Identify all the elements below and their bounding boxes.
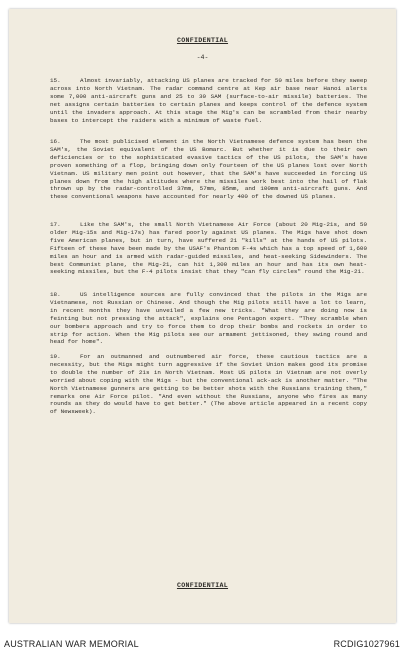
archive-footer-bar [0, 636, 406, 654]
paragraph-number: 19. [50, 353, 61, 360]
paragraph-17 [50, 221, 367, 276]
classification-header: CONFIDENTIAL [176, 37, 229, 44]
paragraph-text: Almost invariably, attacking US planes are tracked for 50 miles before they sweep across into North Vietnam. The radar command centre at Kep air base near Hanoi alerts some 7,000 anti-aircraft guns and 25 to 30 SAM (surface-to-air missile) batteries. The net assigns certain batteries to certain planes and keeps control of the defence system until the invaders approach. At this stage the Mig's can be scrambled from their nearby bases to intercept the raiders with a minimum of waste fuel. [50, 77, 367, 124]
paragraph-15 [50, 77, 367, 124]
paragraph-18 [50, 291, 367, 346]
paragraph-number: 16. [50, 138, 61, 145]
paragraph-number: 15. [50, 77, 61, 84]
archive-name: AUSTRALIAN WAR MEMORIAL [4, 639, 139, 649]
record-id: RCDIG1027961 [333, 639, 400, 649]
document-page [9, 9, 396, 623]
paragraph-text: US intelligence sources are fully convinced that the pilots in the Migs are Vietnamese, not Russian or Chinese. And though the Mig pilots still have a lot to learn, in recent months they have unveiled a few new tricks. "What they are doing now is feinting but not pressing the attack", explains one Pentagon expert. "They scramble when our bombers approach and try to force them to drop their bombs and rockets in order to strip for action. When the Mig pilots see our armament jettisoned, they swing round and head for home". [50, 291, 367, 346]
page-number: -4- [196, 54, 209, 61]
classification-footer: CONFIDENTIAL [176, 582, 229, 589]
paragraph-19 [50, 353, 367, 416]
paragraph-number: 17. [50, 221, 61, 228]
paragraph-16 [50, 138, 367, 201]
paragraph-text: For an outmanned and outnumbered air force, these cautious tactics are a necessity, but the Migs might turn aggressive if the Soviet Union makes good its promise to double the number of 21s in North Vietnam. Most US pilots in Vietnam are not overly worried about coping with the Migs - but the conventional ack-ack is another matter. "The North Vietnamese gunners are getting to be better shots with the Russians training them," remarks one Air Force pilot. "And even without the Russians, anyone who fires as many rounds as they do would have to get better." (The above article appeared in a recent copy of Newsweek). [50, 353, 367, 416]
paragraph-text: Like the SAM's, the small North Vietnamese Air Force (about 20 Mig-21s, and 50 older Mig-15s and Mig-17s) has fared poorly against US planes. The Migs have shot down five American planes, but in turn, have suffered 21 "kills" at the hands of US pilots. Fifteen of these have been made by the USAF's Phantom F-4s which has a top speed of 1,600 miles an hour and is armed with radar-guided missiles, and heat-seeking Sidewinders. The best Communist plane, the Mig-21, can hit 1,300 miles an hour and has its own heat-seeking missiles, but the F-4 pilots insist that they "can fly circles" round the Mig-21. [50, 221, 367, 276]
paragraph-number: 18. [50, 291, 61, 298]
paragraph-text: The most publicised element in the North Vietnamese defence system has been the SAM's, the Soviet equivalent of the US Bomarc. But whether it is due to their own deficiencies or to the sophisticated evasive tactics of the US pilots, the SAM's have proven something of a flop, bringing down only fourteen of the US planes lost over North Vietnam. US military men point out however, that the SAM's have succeeded in forcing US planes down from the high altitudes where the missiles work best into the hail of flak thrown up by the radar-controlled 37mm, 57mm, 85mm, and 100mm anti-aircraft guns. And these conventional weapons have accounted for nearly 400 of the downed US planes. [50, 138, 367, 201]
